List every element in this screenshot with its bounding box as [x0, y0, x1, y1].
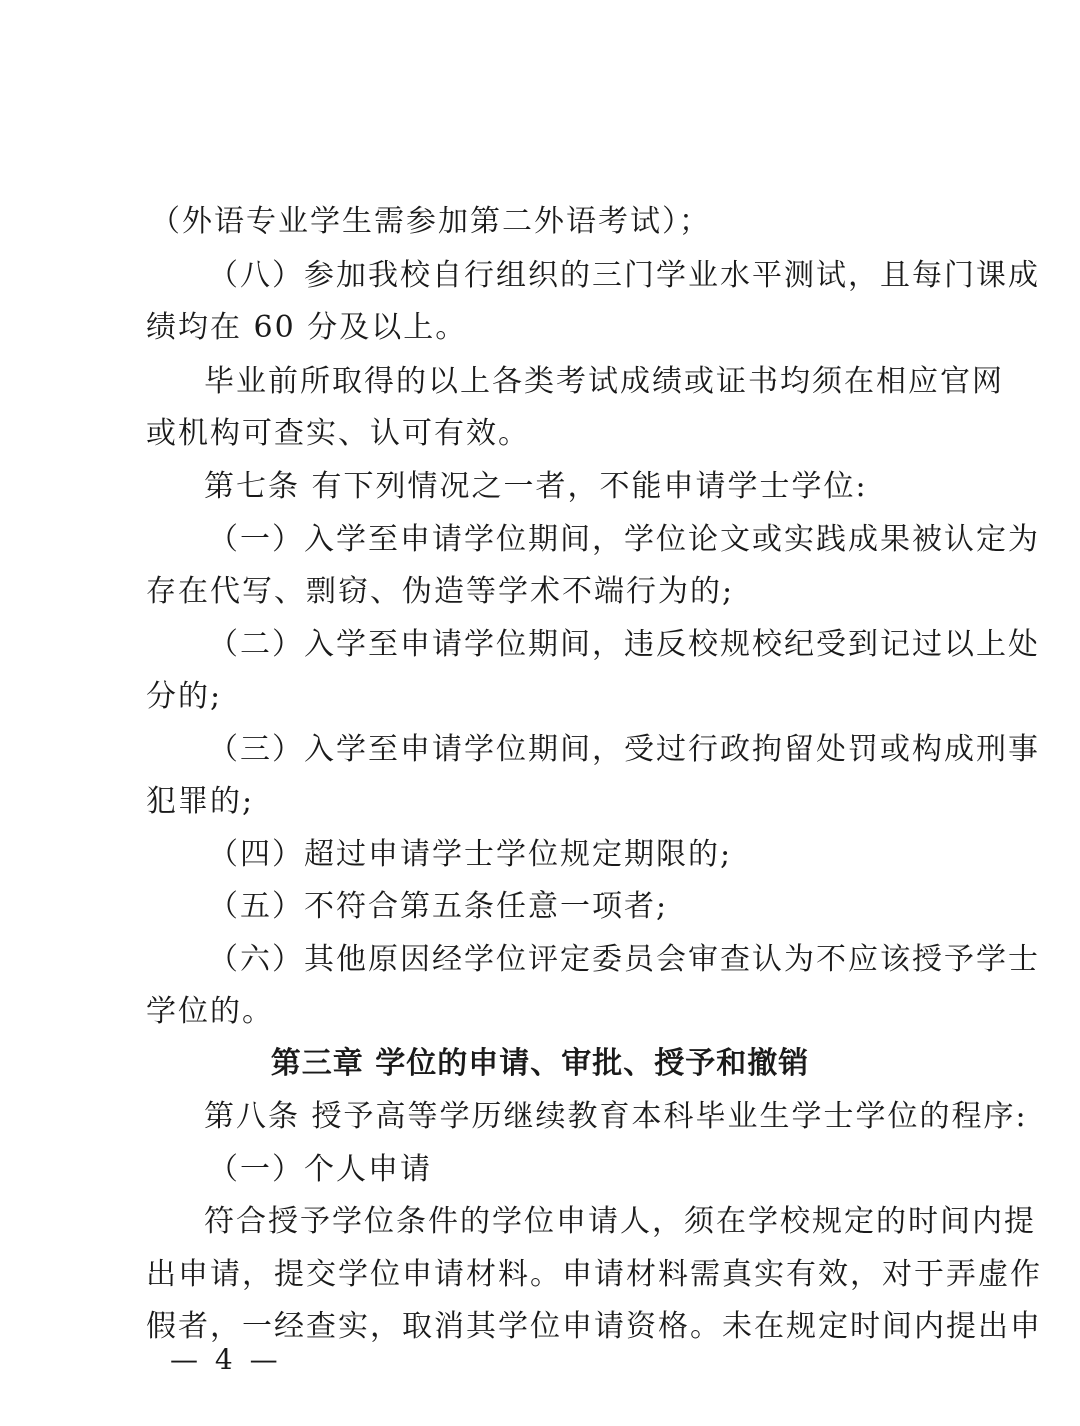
text-line: （五）不符合第五条任意一项者;	[208, 889, 669, 924]
text-line: （一）个人申请	[208, 1152, 432, 1187]
text-line: 绩均在 60 分及以上。	[146, 310, 468, 345]
text-line: （六）其他原因经学位评定委员会审查认为不应该授予学士	[208, 942, 1040, 977]
text-line: （二）入学至申请学位期间，违反校规校纪受到记过以上处	[208, 627, 1040, 662]
text-line: 出申请，提交学位申请材料。申请材料需真实有效，对于弄虚作	[146, 1257, 1042, 1292]
text-line: （四）超过申请学士学位规定期限的;	[208, 837, 733, 872]
text-line: 或机构可查实、认可有效。	[146, 416, 530, 451]
text-line: 学位的。	[146, 994, 274, 1029]
chapter-heading: 第三章 学位的申请、审批、授予和撤销	[270, 1046, 810, 1081]
text-line: （外语专业学生需参加第二外语考试）；	[150, 204, 711, 239]
text-line: （一）入学至申请学位期间，学位论文或实践成果被认定为	[208, 522, 1040, 557]
text-line: （三）入学至申请学位期间，受过行政拘留处罚或构成刑事	[208, 732, 1040, 767]
text-line: （八）参加我校自行组织的三门学业水平测试，且每门课成	[208, 258, 1040, 293]
text-line: 毕业前所取得的以上各类考试成绩或证书均须在相应官网	[204, 364, 1004, 399]
text-line: 存在代写、剽窃、伪造等学术不端行为的;	[146, 574, 735, 609]
text-line: 犯罪的;	[146, 784, 255, 819]
text-line: 分的;	[146, 679, 223, 714]
text-line: 符合授予学位条件的学位申请人，须在学校规定的时间内提	[204, 1204, 1036, 1239]
article-heading: 第八条 授予高等学历继续教育本科毕业生学士学位的程序:	[204, 1099, 1028, 1134]
text-line: 假者，一经查实，取消其学位申请资格。未在规定时间内提出申	[146, 1309, 1042, 1344]
article-heading: 第七条 有下列情况之一者，不能申请学士学位:	[204, 469, 868, 504]
page-number: — 4 —	[170, 1343, 282, 1376]
